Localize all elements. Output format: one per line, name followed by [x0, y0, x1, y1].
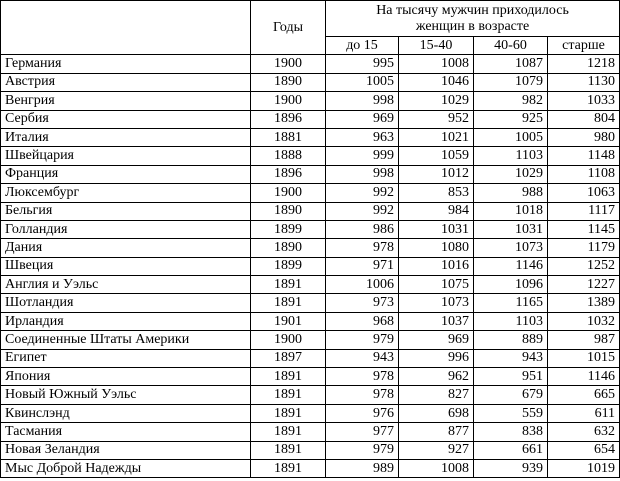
value-cell: 952	[399, 110, 474, 128]
value-cell: 951	[474, 368, 548, 386]
value-cell: 943	[326, 349, 399, 367]
year-cell: 1891	[251, 294, 326, 312]
value-cell: 999	[326, 147, 399, 165]
value-cell: 1165	[474, 294, 548, 312]
value-cell: 1005	[474, 128, 548, 146]
year-cell: 1891	[251, 368, 326, 386]
table-row	[1, 404, 620, 422]
value-cell: 996	[399, 349, 474, 367]
value-cell: 838	[474, 423, 548, 441]
country-cell: Голландия	[1, 220, 251, 238]
years-header: Годы	[251, 1, 326, 55]
table-row	[1, 128, 620, 146]
value-cell: 969	[326, 110, 399, 128]
value-cell: 1145	[548, 220, 620, 238]
value-cell: 979	[326, 331, 399, 349]
year-cell: 1891	[251, 459, 326, 477]
table-row	[1, 110, 620, 128]
value-cell: 978	[326, 386, 399, 404]
value-cell: 995	[326, 55, 399, 73]
country-cell: Швейцария	[1, 147, 251, 165]
value-cell: 1031	[474, 220, 548, 238]
country-cell: Бельгия	[1, 202, 251, 220]
value-cell: 978	[326, 239, 399, 257]
value-cell: 977	[326, 423, 399, 441]
age-header-under-15: до 15	[326, 37, 399, 55]
year-cell: 1891	[251, 441, 326, 459]
value-cell: 943	[474, 349, 548, 367]
value-cell: 1146	[474, 257, 548, 275]
year-cell: 1890	[251, 239, 326, 257]
country-cell: Германия	[1, 55, 251, 73]
year-cell: 1896	[251, 110, 326, 128]
value-cell: 1389	[548, 294, 620, 312]
country-cell: Египет	[1, 349, 251, 367]
country-cell: Франция	[1, 165, 251, 183]
table-row	[1, 294, 620, 312]
value-cell: 1148	[548, 147, 620, 165]
value-cell: 877	[399, 423, 474, 441]
table-row	[1, 459, 620, 477]
value-cell: 1029	[474, 165, 548, 183]
country-cell: Сербия	[1, 110, 251, 128]
country-cell: Новый Южный Уэльс	[1, 386, 251, 404]
value-cell: 989	[326, 459, 399, 477]
value-cell: 1146	[548, 368, 620, 386]
value-cell: 980	[548, 128, 620, 146]
value-cell: 982	[474, 92, 548, 110]
value-cell: 1008	[399, 459, 474, 477]
value-cell: 1117	[548, 202, 620, 220]
value-cell: 1252	[548, 257, 620, 275]
value-cell: 1018	[474, 202, 548, 220]
value-cell: 962	[399, 368, 474, 386]
value-cell: 973	[326, 294, 399, 312]
table-row	[1, 55, 620, 73]
country-cell: Япония	[1, 368, 251, 386]
value-cell: 992	[326, 184, 399, 202]
value-cell: 998	[326, 165, 399, 183]
value-cell: 986	[326, 220, 399, 238]
value-cell: 927	[399, 441, 474, 459]
table-body	[1, 55, 620, 478]
value-cell: 853	[399, 184, 474, 202]
country-cell: Соединенные Штаты Америки	[1, 331, 251, 349]
value-cell: 827	[399, 386, 474, 404]
table-row	[1, 92, 620, 110]
value-cell: 1029	[399, 92, 474, 110]
value-cell: 1087	[474, 55, 548, 73]
value-cell: 979	[326, 441, 399, 459]
year-cell: 1899	[251, 220, 326, 238]
year-cell: 1891	[251, 386, 326, 404]
value-cell: 1032	[548, 312, 620, 330]
year-cell: 1891	[251, 276, 326, 294]
year-cell: 1890	[251, 202, 326, 220]
year-cell: 1897	[251, 349, 326, 367]
year-cell: 1900	[251, 92, 326, 110]
country-cell: Шотландия	[1, 294, 251, 312]
value-cell: 1218	[548, 55, 620, 73]
value-cell: 1063	[548, 184, 620, 202]
table-row	[1, 220, 620, 238]
year-cell: 1890	[251, 73, 326, 91]
value-cell: 1075	[399, 276, 474, 294]
value-cell: 1108	[548, 165, 620, 183]
year-cell: 1901	[251, 312, 326, 330]
value-cell: 1103	[474, 147, 548, 165]
value-cell: 611	[548, 404, 620, 422]
year-cell: 1899	[251, 257, 326, 275]
table-row	[1, 239, 620, 257]
country-cell: Мыс Доброй Надежды	[1, 459, 251, 477]
value-cell: 1021	[399, 128, 474, 146]
table-row	[1, 276, 620, 294]
value-cell: 971	[326, 257, 399, 275]
country-cell: Тасмания	[1, 423, 251, 441]
year-cell: 1891	[251, 404, 326, 422]
age-header-15-40: 15-40	[399, 37, 474, 55]
header-row	[1, 1, 620, 37]
age-group-header	[326, 1, 620, 37]
value-cell: 1015	[548, 349, 620, 367]
value-cell: 1037	[399, 312, 474, 330]
value-cell: 1006	[326, 276, 399, 294]
value-cell: 1016	[399, 257, 474, 275]
table-row	[1, 165, 620, 183]
table-row	[1, 73, 620, 91]
value-cell: 1073	[474, 239, 548, 257]
value-cell: 804	[548, 110, 620, 128]
table-row	[1, 202, 620, 220]
table-row	[1, 331, 620, 349]
age-group-header-line1: На тысячу мужчин приходилось	[376, 2, 569, 18]
value-cell: 1046	[399, 73, 474, 91]
country-cell: Венгрия	[1, 92, 251, 110]
value-cell: 1179	[548, 239, 620, 257]
value-cell: 968	[326, 312, 399, 330]
year-cell: 1900	[251, 331, 326, 349]
country-cell: Люксембург	[1, 184, 251, 202]
value-cell: 698	[399, 404, 474, 422]
value-cell: 925	[474, 110, 548, 128]
value-cell: 1073	[399, 294, 474, 312]
value-cell: 1005	[326, 73, 399, 91]
value-cell: 984	[399, 202, 474, 220]
table-row	[1, 349, 620, 367]
table-row	[1, 386, 620, 404]
value-cell: 992	[326, 202, 399, 220]
age-header-40-60: 40-60	[474, 37, 548, 55]
value-cell: 632	[548, 423, 620, 441]
value-cell: 1033	[548, 92, 620, 110]
country-cell: Англия и Уэльс	[1, 276, 251, 294]
year-cell: 1896	[251, 165, 326, 183]
value-cell: 1080	[399, 239, 474, 257]
value-cell: 988	[474, 184, 548, 202]
year-cell: 1900	[251, 184, 326, 202]
country-cell: Дания	[1, 239, 251, 257]
value-cell: 1059	[399, 147, 474, 165]
year-cell: 1881	[251, 128, 326, 146]
value-cell: 1227	[548, 276, 620, 294]
country-cell: Швеция	[1, 257, 251, 275]
table-row	[1, 441, 620, 459]
table-row	[1, 184, 620, 202]
value-cell: 998	[326, 92, 399, 110]
value-cell: 1031	[399, 220, 474, 238]
value-cell: 1079	[474, 73, 548, 91]
value-cell: 559	[474, 404, 548, 422]
year-cell: 1900	[251, 55, 326, 73]
value-cell: 1130	[548, 73, 620, 91]
value-cell: 679	[474, 386, 548, 404]
value-cell: 1012	[399, 165, 474, 183]
value-cell: 969	[399, 331, 474, 349]
year-cell: 1891	[251, 423, 326, 441]
country-cell: Италия	[1, 128, 251, 146]
table-row	[1, 368, 620, 386]
table-row	[1, 257, 620, 275]
country-cell: Австрия	[1, 73, 251, 91]
value-cell: 1103	[474, 312, 548, 330]
country-cell: Ирландия	[1, 312, 251, 330]
age-header-older: старше	[548, 37, 620, 55]
value-cell: 978	[326, 368, 399, 386]
country-cell: Квинслэнд	[1, 404, 251, 422]
table-row	[1, 147, 620, 165]
value-cell: 665	[548, 386, 620, 404]
value-cell: 987	[548, 331, 620, 349]
value-cell: 1019	[548, 459, 620, 477]
value-cell: 889	[474, 331, 548, 349]
country-cell: Новая Зеландия	[1, 441, 251, 459]
year-cell: 1888	[251, 147, 326, 165]
table-row	[1, 312, 620, 330]
header-corner-cell	[1, 1, 251, 55]
table-row	[1, 423, 620, 441]
age-group-header-line2: женщин в возрасте	[415, 18, 530, 34]
value-cell: 654	[548, 441, 620, 459]
value-cell: 939	[474, 459, 548, 477]
value-cell: 976	[326, 404, 399, 422]
value-cell: 661	[474, 441, 548, 459]
value-cell: 1008	[399, 55, 474, 73]
value-cell: 1096	[474, 276, 548, 294]
value-cell: 963	[326, 128, 399, 146]
